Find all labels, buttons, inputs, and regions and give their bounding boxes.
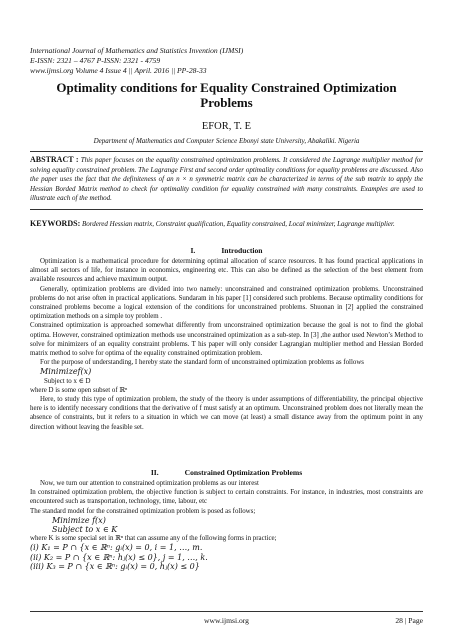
section-2-title: Constrained Optimization Problems: [184, 468, 303, 477]
paragraph: Now, we turn our attention to constrained optimization problems as our interest: [40, 480, 259, 487]
section-2-number: II.: [150, 468, 159, 477]
journal-header: [30, 46, 243, 76]
section-1-number: I.: [190, 246, 196, 255]
paper-title: Optimality conditions for Equality Constrained Optimization Problems: [56, 80, 397, 110]
paragraph: Optimization is a mathematical procedure for determining optimal allocation of scarce resources. It has found practical applications in almost all sectors of life, for instance in economics, engineering etc. This can also be defined as the selection of the best element from available resources and achieve maximum output.: [30, 258, 423, 284]
math-formula: (iii) K₃ = P ∩ {x ∈ ℝⁿ: gᵢ(x) = 0, hⱼ(x) ≤ 0}: [30, 561, 200, 571]
paragraph: Here, to study this type of optimization problem, the study of the theory is under assumptions of differentiability, the principal objective here is to identify necessary conditions that the derivative of f must satisfy at an optimum. Unconstrained problem does not literally mean the absence of constraints, but it refers to a situation in which we can move (at least) a small distance away from the optimum point in any direction without leaving the feasible set.: [30, 396, 423, 431]
section-1-body: [30, 257, 423, 432]
paragraph: The standard model for the constrained optimization problem is posed as follows;: [30, 507, 256, 515]
math-formula: (ii) K₂ = P ∩ {x ∈ ℝⁿ: hⱼ(x) ≤ 0}, j = 1, …, k.: [30, 552, 208, 562]
math-objective: Minimize f(x): [52, 515, 106, 525]
abstract: [30, 155, 423, 204]
paragraph: Generally, optimization problems are divided into two namely: unconstrained and constrained optimization problems. Unconstrained problems do not arise often in practical applications. Sundaram in his paper [1] considered such problems. Because optimality conditions for constrained problems become a logical extension of the conditions for unconstrained problems. Shuonan in [2] applied the constrained optimization methods on a simple toy problem .: [30, 285, 423, 321]
paper-page: [30, 0, 423, 640]
paragraph: Constrained optimization is approached somewhat differently from unconstrained optimization because the goal is not to find the global optima. However, constrained optimization methods use unconstrained optimization as a sub-step. In [3] ,the author used Newton’s Method to solve for minimizers of an equality constraint problems. T his paper will only consider Lagrangian multiplier method and Hessian Borded matrix method to solve for optima of the equality constrained optimization problem.: [30, 322, 423, 358]
section-1-title: Introduction: [221, 246, 263, 255]
section-1-heading: [30, 246, 423, 255]
footer-rule: [30, 611, 423, 612]
math-constraint: Subject to x ∈ D: [44, 377, 91, 385]
author-affiliation: Department of Mathematics and Computer Science Ebonyi state University, Abakaliki. Nigeria: [93, 137, 360, 145]
math-objective: Minimizef(x): [40, 367, 92, 377]
abstract-top-rule: [30, 151, 423, 152]
paragraph: In constrained optimization problem, the objective function is subject to certain constraints. For instance, in industries, most constraints are encountered such as transportation, technology, time, labour, etc: [30, 489, 423, 506]
footer-website: www.ijmsi.org: [204, 616, 249, 625]
math-formula: (i) K₁ = P ∩ {x ∈ ℝⁿ: gᵢ(x) = 0, i = 1, …, m.: [30, 543, 203, 553]
math-constraint: Subject to x ∈ K: [52, 525, 118, 535]
keywords-text: Bordered Hessian matrix, Constraint qualification, Equality constrained, Local minimizer, Lagrange multiplier.: [81, 220, 395, 228]
section-2-body: [30, 479, 423, 571]
paragraph: where K is some special set in ℝⁿ that can assume any of the following forms in practice;: [30, 535, 277, 543]
footer-page-number: 28 | Page: [395, 616, 423, 625]
keywords-label: KEYWORDS:: [30, 219, 81, 228]
section-2-heading: [30, 468, 423, 477]
abstract-bottom-rule: [30, 209, 423, 210]
abstract-text: This paper focuses on the equality constrained optimization problems. It considered the Lagrange multiplier method for solving equality constrained problem. The Lagrange First and second order optimality conditions for equality problems are discussed. Also the paper uses the fact that the definiteness of an n × n symmetric matrix can be characterized in terms of the sub matrix to apply the Hessian Borded Matrix method to check for optimality condition for equality constrained with many constraints. Examples are used to illustrate each of the method.: [30, 156, 424, 203]
abstract-label: ABSTRACT :: [30, 155, 79, 164]
journal-name: International Journal of Mathematics and Statistics Invention (IJMSI): [30, 46, 244, 55]
paper-author: EFOR, T. E: [201, 121, 252, 132]
paragraph: For the purpose of understanding, I hereby state the standard form of unconstrained optimization problems as follows: [40, 359, 364, 367]
paragraph: where D is some open subset of ℝⁿ: [30, 386, 128, 394]
journal-issn: E-ISSN: 2321 – 4767 P-ISSN: 2321 - 4759: [30, 56, 161, 65]
keywords: [30, 219, 423, 230]
journal-volume: www.ijmsi.org Volume 4 Issue 4 || April. 2016 || PP-28-33: [30, 66, 207, 75]
